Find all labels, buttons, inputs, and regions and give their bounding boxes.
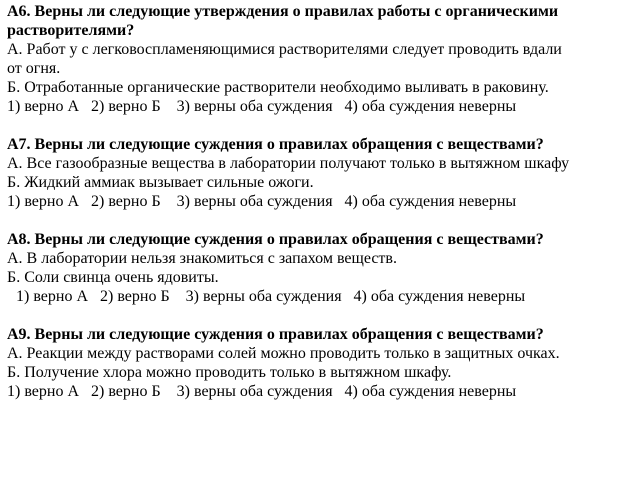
question-a9 bbox=[7, 325, 640, 401]
statement-a: А. Все газообразные вещества в лаборатории получают только в вытяжном шкафу bbox=[7, 155, 570, 172]
question-title-line: А6. Верны ли следующие утверждения о правилах работы с органическими bbox=[7, 3, 559, 20]
statement-b: Б. Отработанные органические растворители необходимо выливать в раковину. bbox=[7, 79, 549, 96]
answer-options: 1) верно А 2) верно Б 3) верны оба суждения 4) оба суждения неверны bbox=[16, 288, 526, 305]
statement-b: Б. Соли свинца очень ядовиты. bbox=[7, 269, 219, 286]
statement-a: А. В лаборатории нельзя знакомиться с запахом веществ. bbox=[7, 250, 397, 267]
answer-options: 1) верно А 2) верно Б 3) верны оба суждения 4) оба суждения неверны bbox=[7, 193, 517, 210]
question-a7 bbox=[7, 135, 640, 211]
question-title: А9. Верны ли следующие суждения о правилах обращения с веществами? bbox=[7, 326, 544, 343]
statement-b: Б. Жидкий аммиак вызывает сильные ожоги. bbox=[7, 174, 314, 191]
statement-a: А. Реакции между растворами солей можно проводить только в защитных очках. bbox=[7, 345, 560, 362]
question-title: А7. Верны ли следующие суждения о правилах обращения с веществами? bbox=[7, 136, 544, 153]
answer-options: 1) верно А 2) верно Б 3) верны оба суждения 4) оба суждения неверны bbox=[7, 383, 517, 400]
question-title-line: растворителями? bbox=[7, 22, 135, 39]
statement-a-line: А. Работ у с легковоспламеняющимися растворителями следует проводить вдали bbox=[7, 41, 562, 58]
answer-options: 1) верно А 2) верно Б 3) верны оба суждения 4) оба суждения неверны bbox=[7, 98, 517, 115]
question-a8 bbox=[7, 230, 640, 306]
statement-b: Б. Получение хлора можно проводить только в вытяжном шкафу. bbox=[7, 364, 452, 381]
question-a6 bbox=[7, 2, 640, 116]
question-title: А8. Верны ли следующие суждения о правилах обращения с веществами? bbox=[7, 231, 544, 248]
statement-a-line: от огня. bbox=[7, 60, 61, 77]
